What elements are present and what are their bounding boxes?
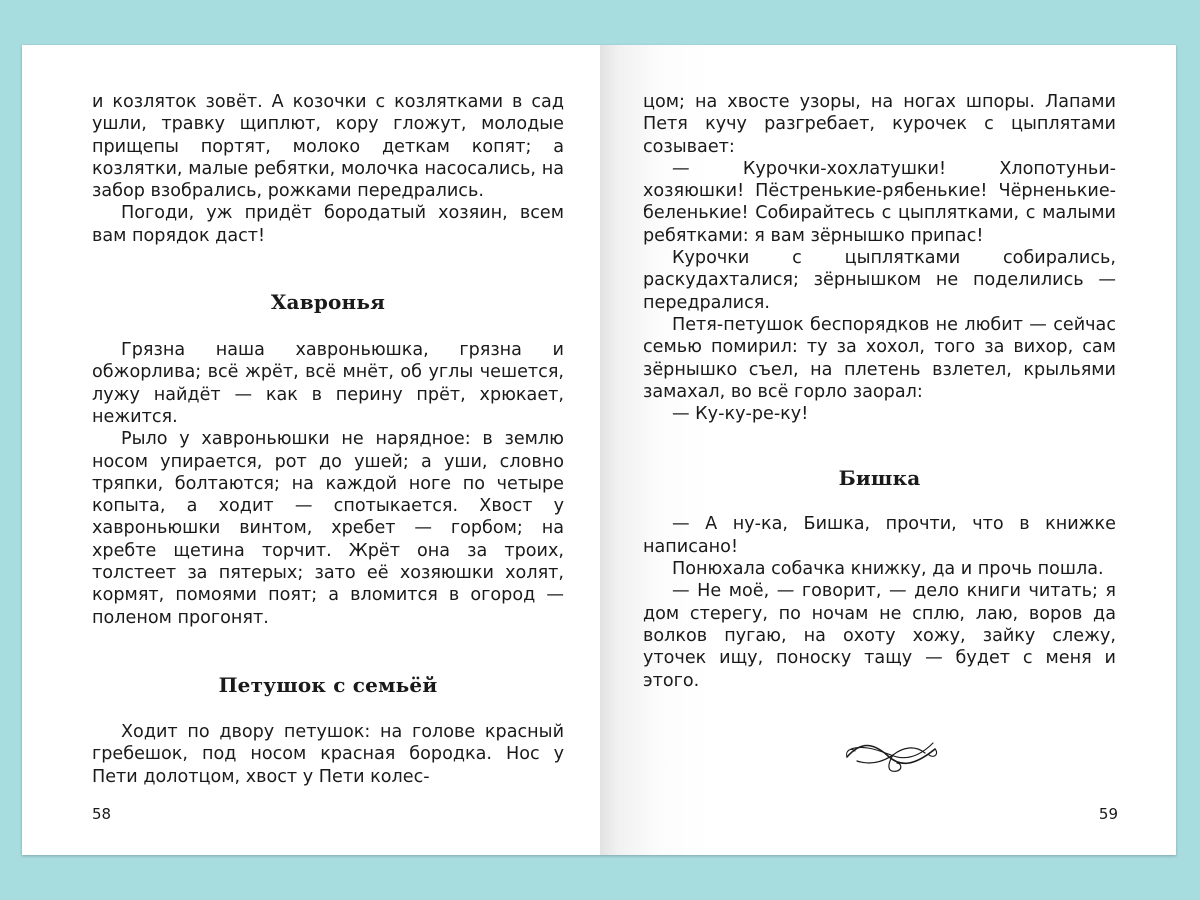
paragraph: — Ку-ку-ре-ку! — [672, 404, 809, 425]
story-title-bishka: Бишка — [838, 466, 921, 491]
paragraph: Курочки с цыплятками собирались, раскудахталися; зёрнышком не поделились — передралися. — [643, 248, 1116, 313]
left-page — [22, 45, 600, 855]
paragraph: Ходит по двору петушок: на голове красный гребешок, под носом красная бородка. Нос у Пети долотцом, хвост у Пети колес- — [92, 721, 564, 787]
right-page — [600, 45, 1176, 855]
flourish-icon — [843, 735, 939, 775]
paragraph: Рыло у хавроньюшки не нарядное: в землю носом упирается, рот до ушей; а уши, словно тряпки, болтаются; на каждой ноге по четыре копыта, а ходит — спотыкается. Хвост у хавроньюшки винтом, хребет — горбом; на хребте щетина торчит. Жрёт она за троих, толстеет за пятерых; зато её хозяюшки холят, кормят, помоями поят; а вломится в огород — поленом прогонят. — [92, 429, 564, 628]
paragraph: Петя-петушок беспорядков не любит — сейчас семью помирил: ту за хохол, того за вихор, сам зёрнышко съел, на плетень взлетел, крыльями замахал, во всё горло заорал: — [643, 314, 1116, 402]
paragraph: Погоди, уж придёт бородатый хозяин, всем вам порядок даст! — [92, 203, 564, 246]
story-title-khavronya: Хавронья — [270, 290, 386, 315]
paragraph: Понюхала собачка книжку, да и прочь пошла. — [672, 559, 1104, 580]
page-number: 58 — [92, 805, 112, 823]
page-number: 59 — [1098, 805, 1118, 823]
paragraph: — Не моё, — говорит, — дело книги читать; я дом стерегу, по ночам не сплю, лаю, воров да волков пугаю, на охоту хожу, зайку слежу, уточек ищу, поноску тащу — будет с меня и этого. — [643, 581, 1116, 691]
paragraph: цом; на хвосте узоры, на ногах шпоры. Лапами Петя кучу разгребает, курочек с цыплятами созывает: — [643, 92, 1116, 157]
paragraph: Грязна наша хавроньюшка, грязна и обжорлива; всё жрёт, всё мнёт, об углы чешется, лужу найдёт — как в перину прёт, хрюкает, нежится. — [92, 340, 564, 427]
book-spread — [22, 45, 1176, 855]
paragraph: и козляток зовёт. А козочки с козлятками в сад ушли, травку щиплют, кору гложут, молодые прищепы портят, молоко деткам копят; а козлятки, малые ребятки, молочка насосались, на забор взобрались, рожками передрались. — [92, 92, 564, 202]
story-title-petushok: Петушок с семьёй — [218, 672, 438, 697]
paragraph: — А ну-ка, Бишка, прочти, что в книжке написано! — [643, 514, 1116, 557]
paragraph: — Курочки-хохлатушки! Хлопотуньи-хозяюшки! Пёстренькие-рябенькие! Чёрненькие-беленькие! Собирайтесь с цыплятками, с малыми ребятками: я вам зёрнышко припас! — [643, 158, 1116, 246]
